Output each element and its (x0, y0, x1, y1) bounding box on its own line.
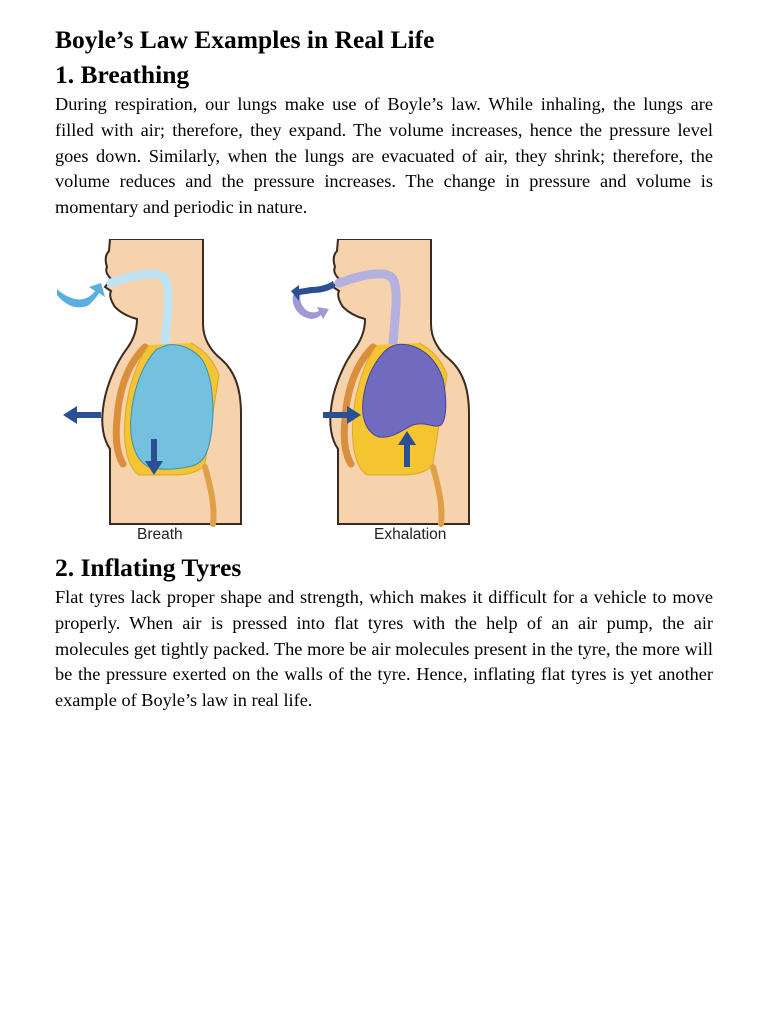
exhale-figure (291, 239, 469, 524)
caption-exhalation: Exhalation (374, 525, 447, 543)
paragraph-inflating-tyres: Flat tyres lack proper shape and strength, which makes it difficult for a vehicle to move properly. When air is pressed into flat tyres with the help of an air pump, the air molecules get tightly packed. The more be air molecules present in the tyre, the more will be the pressure exerted on the walls of the tyre. Hence, inflating flat tyres is yet another example of Boyle’s law in real life. (55, 586, 713, 711)
exhale-air-arrow-dark-icon (291, 281, 335, 301)
inhale-air-arrow-icon (57, 283, 105, 307)
document-page (55, 22, 713, 714)
section-heading-breathing: 1. Breathing (55, 60, 190, 89)
breathing-illustration (53, 239, 483, 551)
page-title: Boyle’s Law Examples in Real Life (55, 25, 435, 54)
breathing-diagram-svg (53, 239, 483, 551)
section-heading-inflating-tyres: 2. Inflating Tyres (55, 552, 242, 582)
inhale-figure (57, 239, 241, 524)
caption-breath: Breath (137, 525, 183, 543)
paragraph-breathing: During respiration, our lungs make use of Boyle’s law. While inhaling, the lungs are filled with air; therefore, they expand. The volume increases, hence the pressure level goes down. Similarly, when the lungs are evacuated of air, they shrink; therefore, the volume reduces and the pressure increases. The change in pressure and volume is momentary and periodic in nature. (55, 94, 713, 218)
inhale-chest-arrow-icon (63, 406, 101, 424)
